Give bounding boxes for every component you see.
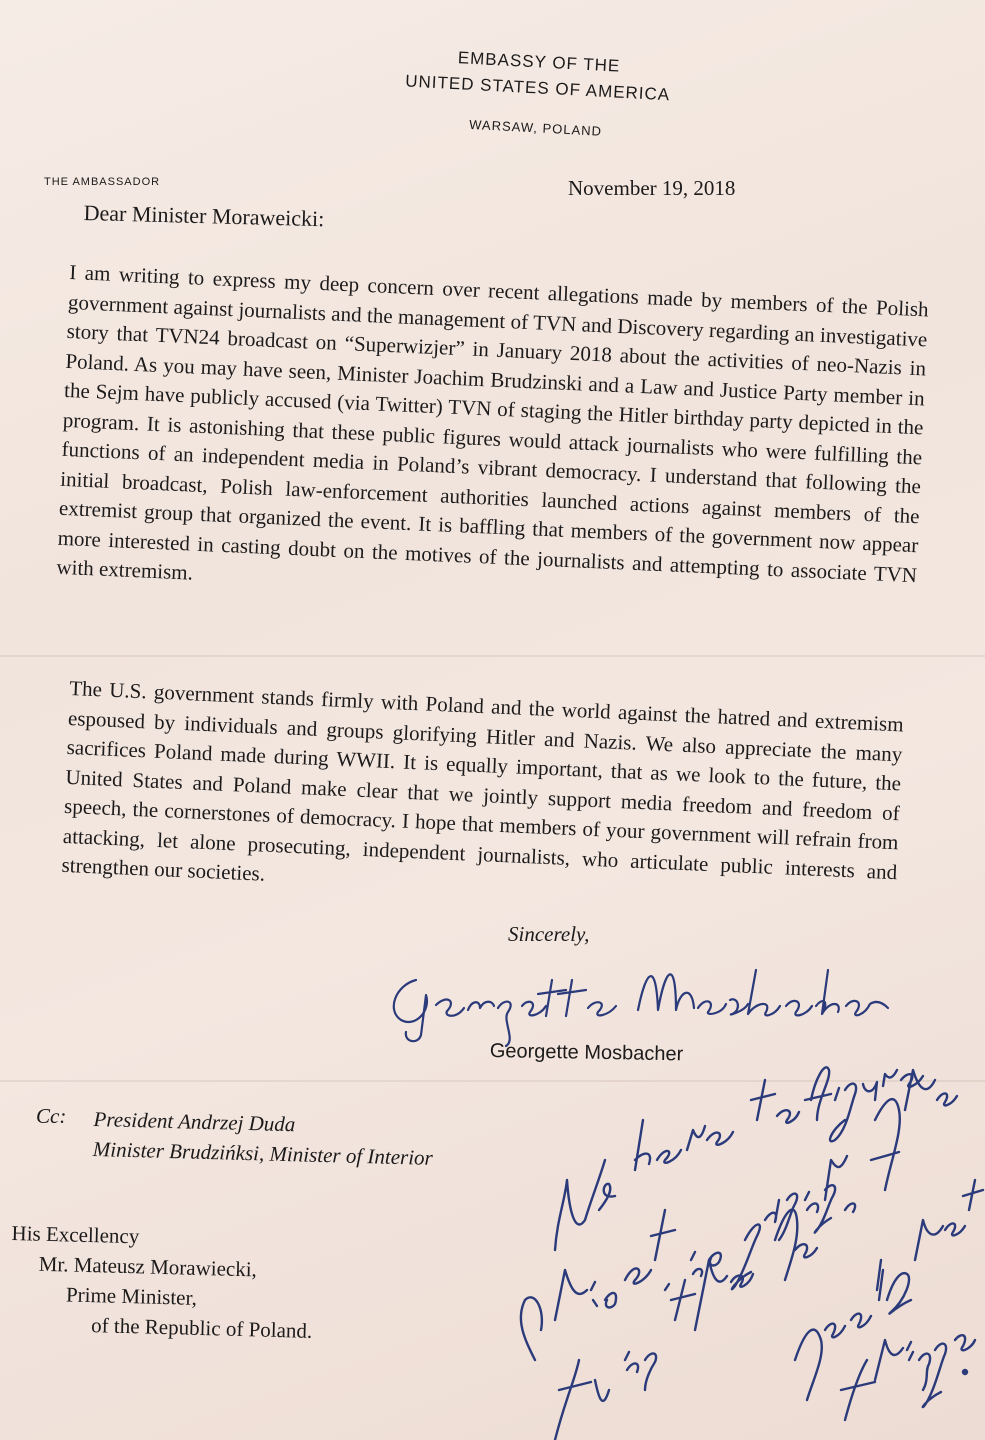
cc-recipient: Minister Brudzińksi, Minister of Interior: [92, 1136, 434, 1170]
recipient-address: [9, 1218, 315, 1346]
letterhead-line1: EMBASSY OF THE: [457, 48, 621, 76]
paper-fold: [0, 655, 985, 657]
handwritten-signature: [376, 950, 896, 1050]
cc-list: [92, 1104, 434, 1173]
closing: Sincerely,: [508, 922, 590, 946]
cc-label: Cc:: [36, 1104, 67, 1128]
sender-title: THE AMBASSADOR: [44, 176, 161, 188]
cc-recipient: President Andrzej Duda: [93, 1106, 296, 1137]
signatory-name: Georgette Mosbacher: [489, 1040, 684, 1066]
address-line: His Excellency: [11, 1220, 140, 1249]
body-paragraph-1: I am writing to express my deep concern over recent allegations made by members of the Polish government against journalists and the management of TVN and Discovery regarding an investigative story that TVN24 broadcast on “Superwizjer” in January 2018 about the activities of neo-Nazis in Poland. As you may have seen, Minister Joachim Brudzinski and a Law and Justice Party member in the Sejm have publicly accused (via Twitter) TVN of staging the Hitler birthday party depicted in the program. It is astonishing that these public figures would attack journalists who were fulfilling the functions of an independent media in Poland’s vibrant democracy. I understand that following the initial broadcast, Polish law-enforcement authorities launched actions against members of the extremist group that organized the event. It is baffling that members of the government now appear more interested in casting doubt on the motives of the journalists and attempting to associate TVN with extremism.: [55, 259, 930, 587]
handwritten-note: [495, 1060, 985, 1440]
body-paragraph-2: The U.S. government stands firmly with Poland and the world against the hatred and extremism espoused by individuals and groups glorifying Hitler and Nazis. We also appreciate the many sacrifices Poland made during WWII. It is equally important, that as we look to the future, the United States and Poland make clear that we jointly support media freedom and freedom of speech, the cornerstones of democracy. I hope that members of your government will refrain from attacking, let alone prosecuting, independent journalists, who articulate public interests and strengthen our societies.: [61, 675, 905, 886]
letterhead-location: WARSAW, POLAND: [468, 116, 603, 139]
letter-date: November 19, 2018: [568, 176, 736, 200]
address-line: Prime Minister,: [65, 1282, 198, 1310]
salutation: Dear Minister Moraweicki:: [83, 200, 325, 232]
address-line: of the Republic of Poland.: [90, 1313, 313, 1343]
letterhead: [355, 40, 719, 151]
address-line: Mr. Mateusz Morawiecki,: [38, 1251, 258, 1282]
letterhead-line2: UNITED STATES OF AMERICA: [404, 71, 671, 105]
